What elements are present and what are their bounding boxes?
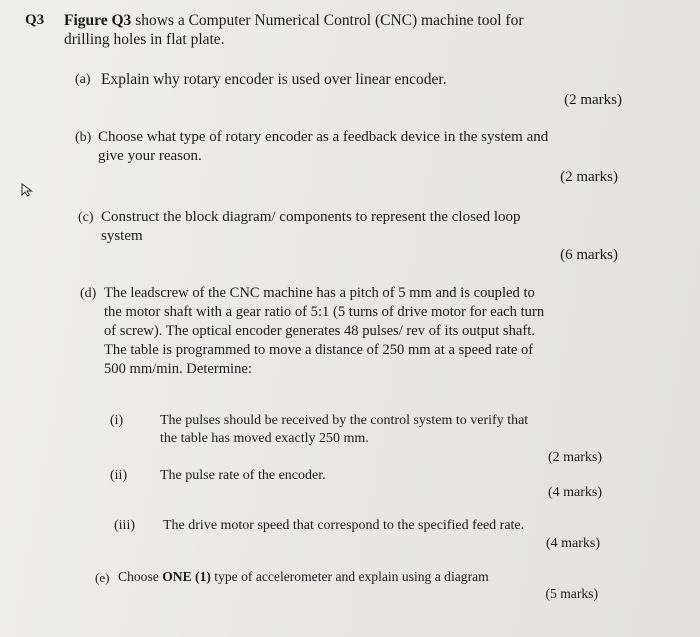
part-e-bold: ONE (1) (162, 569, 211, 584)
part-a-label: (a) (75, 72, 91, 87)
part-c-line-1: Construct the block diagram/ components to represent the closed loop (101, 209, 521, 225)
part-d-ii-text: The pulse rate of the encoder. (160, 468, 326, 483)
part-e-pre: Choose (118, 569, 163, 584)
part-b-line-1: Choose what type of rotary encoder as a feedback device in the system and (98, 129, 549, 145)
part-d-line-5: 500 mm/min. Determine: (104, 361, 252, 377)
part-d-i-label: (i) (110, 413, 124, 428)
question-number: Q3 (25, 12, 45, 28)
part-a-text: Explain why rotary encoder is used over linear encoder. (101, 71, 447, 88)
part-b-line-2: give your reason. (98, 148, 202, 164)
mouse-pointer-icon (21, 183, 35, 197)
question-intro-line-1 (64, 12, 523, 29)
question-intro-line-2: drilling holes in flat plate. (64, 31, 225, 48)
part-c-line-2: system (101, 228, 143, 244)
part-d-label: (d) (80, 286, 97, 301)
part-d-ii-label: (ii) (110, 468, 128, 483)
part-d-line-1: The leadscrew of the CNC machine has a pitch of 5 mm and is coupled to (104, 285, 535, 301)
part-d-iii-label: (iii) (114, 518, 135, 533)
part-d-ii-marks: (4 marks) (547, 485, 602, 500)
part-d-line-2: the motor shaft with a gear ratio of 5:1 (5 turns of drive motor for each turn (104, 304, 545, 320)
part-e-marks: (5 marks) (545, 586, 598, 601)
part-c-marks: (6 marks) (560, 247, 618, 263)
part-d-i-marks: (2 marks) (547, 450, 602, 465)
part-a-marks: (2 marks) (564, 92, 622, 108)
part-d-iii-text: The drive motor speed that correspond to the specified feed rate. (163, 518, 525, 533)
part-c-label: (c) (78, 210, 94, 225)
part-d-i-line-2: the table has moved exactly 250 mm. (160, 431, 369, 446)
part-e-label: (e) (95, 570, 110, 585)
part-e-text (118, 570, 489, 585)
figure-reference: Figure Q3 (64, 12, 132, 29)
part-b-marks: (2 marks) (560, 169, 618, 185)
part-d-iii-marks: (4 marks) (545, 536, 600, 551)
part-d-i-line-1: The pulses should be received by the control system to verify that (160, 413, 529, 428)
part-e-post: type of accelerometer and explain using a diagram (210, 569, 489, 584)
question-intro-rest: shows a Computer Numerical Control (CNC) machine tool for (131, 12, 524, 29)
part-b-label: (b) (75, 130, 92, 145)
part-d-line-3: of screw). The optical encoder generates 48 pulses/ rev of its output shaft. (104, 323, 535, 339)
part-d-line-4: The table is programmed to move a distance of 250 mm at a speed rate of (104, 342, 534, 358)
